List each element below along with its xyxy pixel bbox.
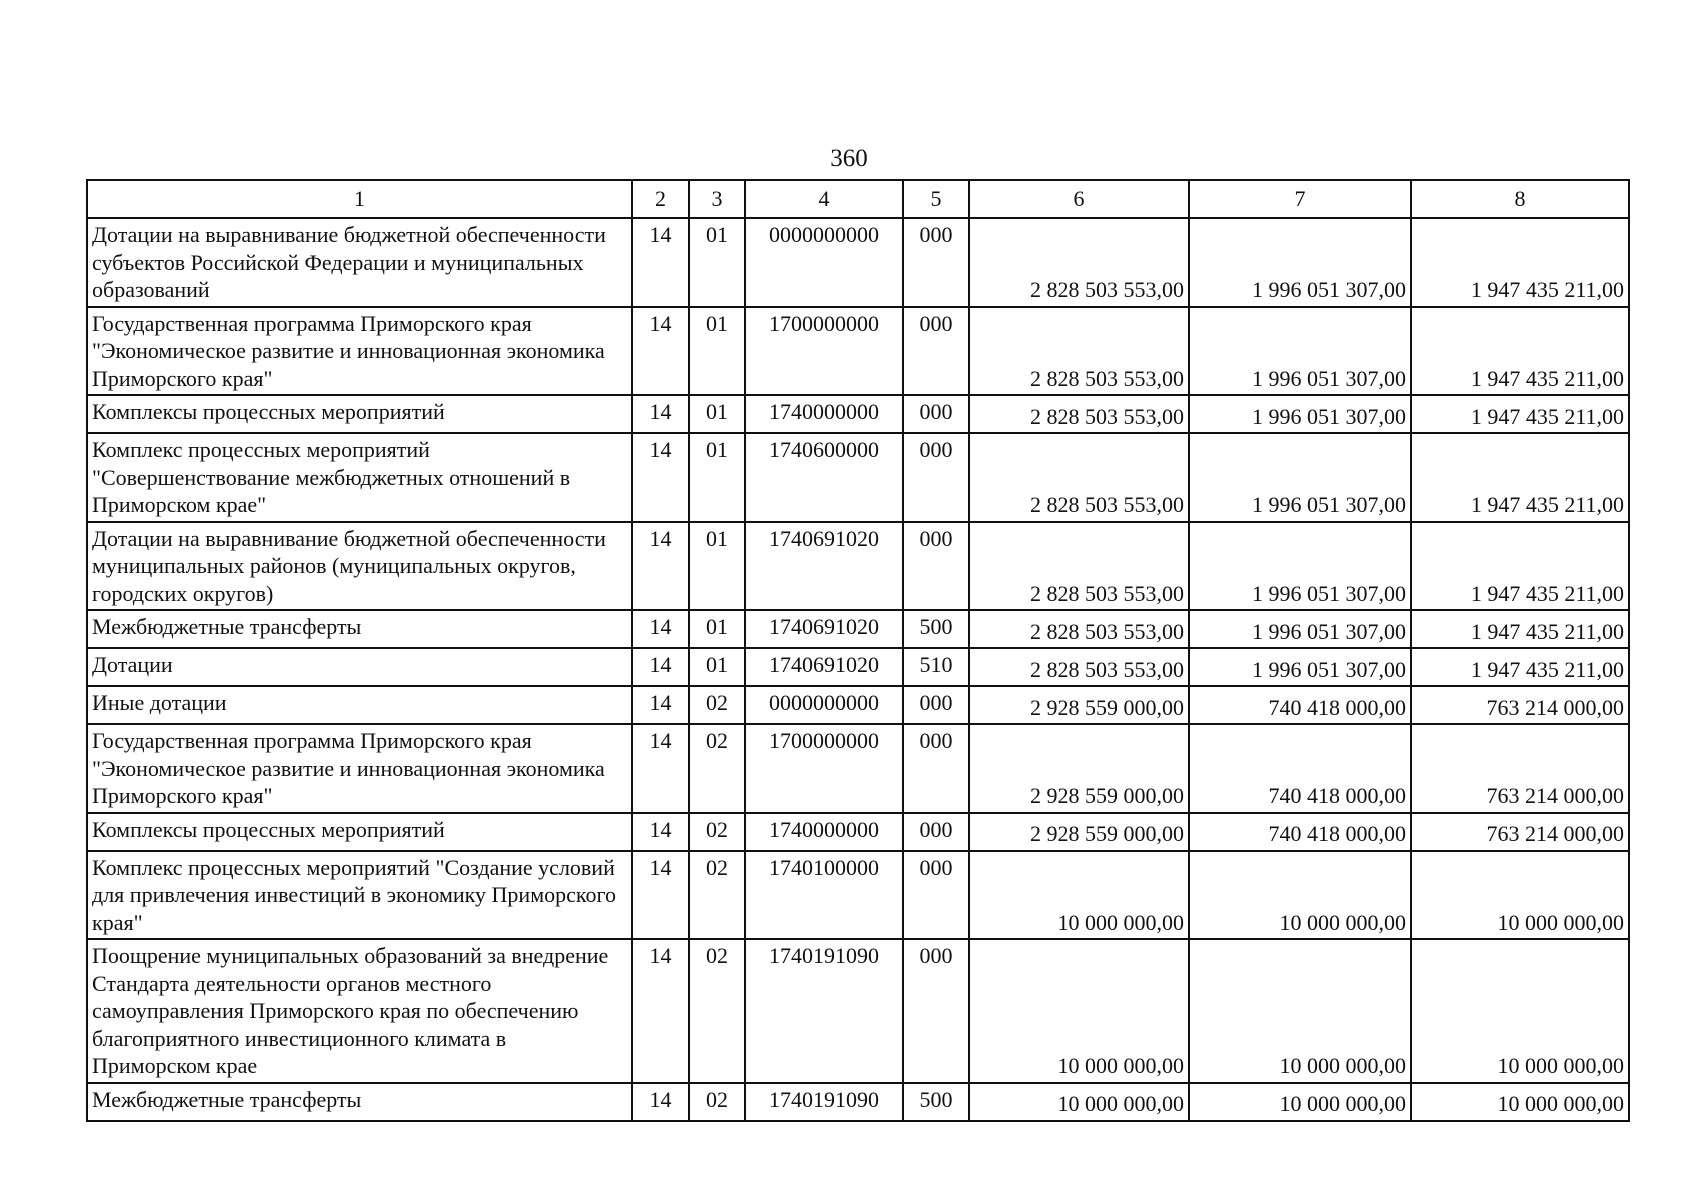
row-amount-col6: 2 828 503 553,00 xyxy=(969,307,1189,396)
row-target-code: 1740000000 xyxy=(745,395,903,433)
row-section: 14 xyxy=(632,648,689,686)
row-subsection: 01 xyxy=(689,610,745,648)
row-target-code: 1740191090 xyxy=(745,939,903,1083)
row-subsection: 01 xyxy=(689,218,745,307)
row-target-code: 1740100000 xyxy=(745,851,903,940)
row-subsection: 02 xyxy=(689,851,745,940)
header-cell-8: 8 xyxy=(1411,180,1629,218)
table-row xyxy=(87,648,1629,686)
row-amount-col7: 1 996 051 307,00 xyxy=(1189,433,1411,522)
row-name: Комплексы процессных мероприятий xyxy=(87,813,632,851)
row-subsection: 01 xyxy=(689,648,745,686)
row-name: Комплекс процессных мероприятий "Совершенствование межбюджетных отношений в Приморском крае" xyxy=(87,433,632,522)
row-amount-col6: 2 828 503 553,00 xyxy=(969,610,1189,648)
row-expense-type: 500 xyxy=(903,1083,969,1121)
row-target-code: 1740000000 xyxy=(745,813,903,851)
row-amount-col8: 1 947 435 211,00 xyxy=(1411,610,1629,648)
row-target-code: 0000000000 xyxy=(745,218,903,307)
row-amount-col6: 2 928 559 000,00 xyxy=(969,686,1189,724)
table-row xyxy=(87,433,1629,522)
row-amount-col8: 1 947 435 211,00 xyxy=(1411,648,1629,686)
row-expense-type: 000 xyxy=(903,851,969,940)
row-name: Государственная программа Приморского края "Экономическое развитие и инновационная экономика Приморского края" xyxy=(87,307,632,396)
row-subsection: 02 xyxy=(689,686,745,724)
row-amount-col7: 10 000 000,00 xyxy=(1189,1083,1411,1121)
row-target-code: 0000000000 xyxy=(745,686,903,724)
row-amount-col6: 2 828 503 553,00 xyxy=(969,648,1189,686)
table-row xyxy=(87,395,1629,433)
row-amount-col8: 10 000 000,00 xyxy=(1411,851,1629,940)
row-subsection: 02 xyxy=(689,1083,745,1121)
row-section: 14 xyxy=(632,610,689,648)
row-amount-col7: 740 418 000,00 xyxy=(1189,686,1411,724)
table-row xyxy=(87,724,1629,813)
row-amount-col8: 10 000 000,00 xyxy=(1411,1083,1629,1121)
row-section: 14 xyxy=(632,433,689,522)
row-expense-type: 510 xyxy=(903,648,969,686)
row-target-code: 1740191090 xyxy=(745,1083,903,1121)
row-name: Поощрение муниципальных образований за внедрение Стандарта деятельности органов местного самоуправления Приморского края по обеспечению благоприятного инвестиционного климата в Приморском крае xyxy=(87,939,632,1083)
row-name: Межбюджетные трансферты xyxy=(87,1083,632,1121)
header-cell-5: 5 xyxy=(903,180,969,218)
row-amount-col8: 1 947 435 211,00 xyxy=(1411,218,1629,307)
row-amount-col6: 2 828 503 553,00 xyxy=(969,522,1189,611)
table-row xyxy=(87,522,1629,611)
row-amount-col7: 1 996 051 307,00 xyxy=(1189,218,1411,307)
row-amount-col7: 740 418 000,00 xyxy=(1189,813,1411,851)
row-section: 14 xyxy=(632,939,689,1083)
row-amount-col7: 1 996 051 307,00 xyxy=(1189,522,1411,611)
row-section: 14 xyxy=(632,218,689,307)
row-subsection: 01 xyxy=(689,395,745,433)
row-section: 14 xyxy=(632,851,689,940)
row-name: Дотации xyxy=(87,648,632,686)
row-name: Дотации на выравнивание бюджетной обеспеченности субъектов Российской Федерации и муниципальных образований xyxy=(87,218,632,307)
header-cell-1: 1 xyxy=(87,180,632,218)
header-cell-2: 2 xyxy=(632,180,689,218)
row-target-code: 1700000000 xyxy=(745,724,903,813)
row-expense-type: 500 xyxy=(903,610,969,648)
row-expense-type: 000 xyxy=(903,813,969,851)
row-amount-col8: 10 000 000,00 xyxy=(1411,939,1629,1083)
row-amount-col7: 10 000 000,00 xyxy=(1189,851,1411,940)
row-section: 14 xyxy=(632,1083,689,1121)
table-row xyxy=(87,813,1629,851)
page-number: 360 xyxy=(830,145,868,172)
row-name: Дотации на выравнивание бюджетной обеспеченности муниципальных районов (муниципальных округов, городских округов) xyxy=(87,522,632,611)
row-amount-col6: 2 828 503 553,00 xyxy=(969,433,1189,522)
row-amount-col8: 763 214 000,00 xyxy=(1411,813,1629,851)
header-cell-4: 4 xyxy=(745,180,903,218)
row-amount-col6: 10 000 000,00 xyxy=(969,939,1189,1083)
row-amount-col6: 2 928 559 000,00 xyxy=(969,813,1189,851)
row-target-code: 1740691020 xyxy=(745,648,903,686)
header-row xyxy=(87,180,1629,218)
row-section: 14 xyxy=(632,813,689,851)
row-subsection: 01 xyxy=(689,522,745,611)
header-cell-7: 7 xyxy=(1189,180,1411,218)
row-target-code: 1740691020 xyxy=(745,610,903,648)
row-target-code: 1740600000 xyxy=(745,433,903,522)
row-name: Комплексы процессных мероприятий xyxy=(87,395,632,433)
row-expense-type: 000 xyxy=(903,939,969,1083)
header-cell-6: 6 xyxy=(969,180,1189,218)
row-amount-col6: 2 828 503 553,00 xyxy=(969,218,1189,307)
table-row xyxy=(87,851,1629,940)
row-amount-col8: 1 947 435 211,00 xyxy=(1411,307,1629,396)
table-row xyxy=(87,686,1629,724)
table-row xyxy=(87,218,1629,307)
row-name: Иные дотации xyxy=(87,686,632,724)
row-amount-col7: 1 996 051 307,00 xyxy=(1189,648,1411,686)
row-subsection: 01 xyxy=(689,433,745,522)
row-section: 14 xyxy=(632,724,689,813)
row-amount-col8: 1 947 435 211,00 xyxy=(1411,395,1629,433)
row-expense-type: 000 xyxy=(903,433,969,522)
row-amount-col7: 1 996 051 307,00 xyxy=(1189,307,1411,396)
budget-table xyxy=(86,179,1630,1122)
row-expense-type: 000 xyxy=(903,522,969,611)
row-amount-col7: 10 000 000,00 xyxy=(1189,939,1411,1083)
row-name: Государственная программа Приморского края "Экономическое развитие и инновационная экономика Приморского края" xyxy=(87,724,632,813)
table-row xyxy=(87,939,1629,1083)
row-subsection: 01 xyxy=(689,307,745,396)
row-expense-type: 000 xyxy=(903,724,969,813)
row-section: 14 xyxy=(632,395,689,433)
row-section: 14 xyxy=(632,686,689,724)
table-row xyxy=(87,1083,1629,1121)
row-amount-col6: 2 928 559 000,00 xyxy=(969,724,1189,813)
row-expense-type: 000 xyxy=(903,307,969,396)
row-name: Межбюджетные трансферты xyxy=(87,610,632,648)
row-target-code: 1700000000 xyxy=(745,307,903,396)
header-cell-3: 3 xyxy=(689,180,745,218)
row-name: Комплекс процессных мероприятий "Создание условий для привлечения инвестиций в экономику Приморского края" xyxy=(87,851,632,940)
table-row xyxy=(87,610,1629,648)
row-subsection: 02 xyxy=(689,813,745,851)
row-target-code: 1740691020 xyxy=(745,522,903,611)
row-section: 14 xyxy=(632,522,689,611)
row-amount-col7: 1 996 051 307,00 xyxy=(1189,395,1411,433)
row-expense-type: 000 xyxy=(903,395,969,433)
row-amount-col8: 1 947 435 211,00 xyxy=(1411,433,1629,522)
row-amount-col6: 10 000 000,00 xyxy=(969,1083,1189,1121)
row-subsection: 02 xyxy=(689,724,745,813)
table-row xyxy=(87,307,1629,396)
row-expense-type: 000 xyxy=(903,218,969,307)
row-expense-type: 000 xyxy=(903,686,969,724)
row-amount-col6: 10 000 000,00 xyxy=(969,851,1189,940)
row-amount-col7: 740 418 000,00 xyxy=(1189,724,1411,813)
row-amount-col7: 1 996 051 307,00 xyxy=(1189,610,1411,648)
row-section: 14 xyxy=(632,307,689,396)
row-amount-col8: 763 214 000,00 xyxy=(1411,686,1629,724)
row-amount-col6: 2 828 503 553,00 xyxy=(969,395,1189,433)
row-amount-col8: 763 214 000,00 xyxy=(1411,724,1629,813)
row-amount-col8: 1 947 435 211,00 xyxy=(1411,522,1629,611)
row-subsection: 02 xyxy=(689,939,745,1083)
